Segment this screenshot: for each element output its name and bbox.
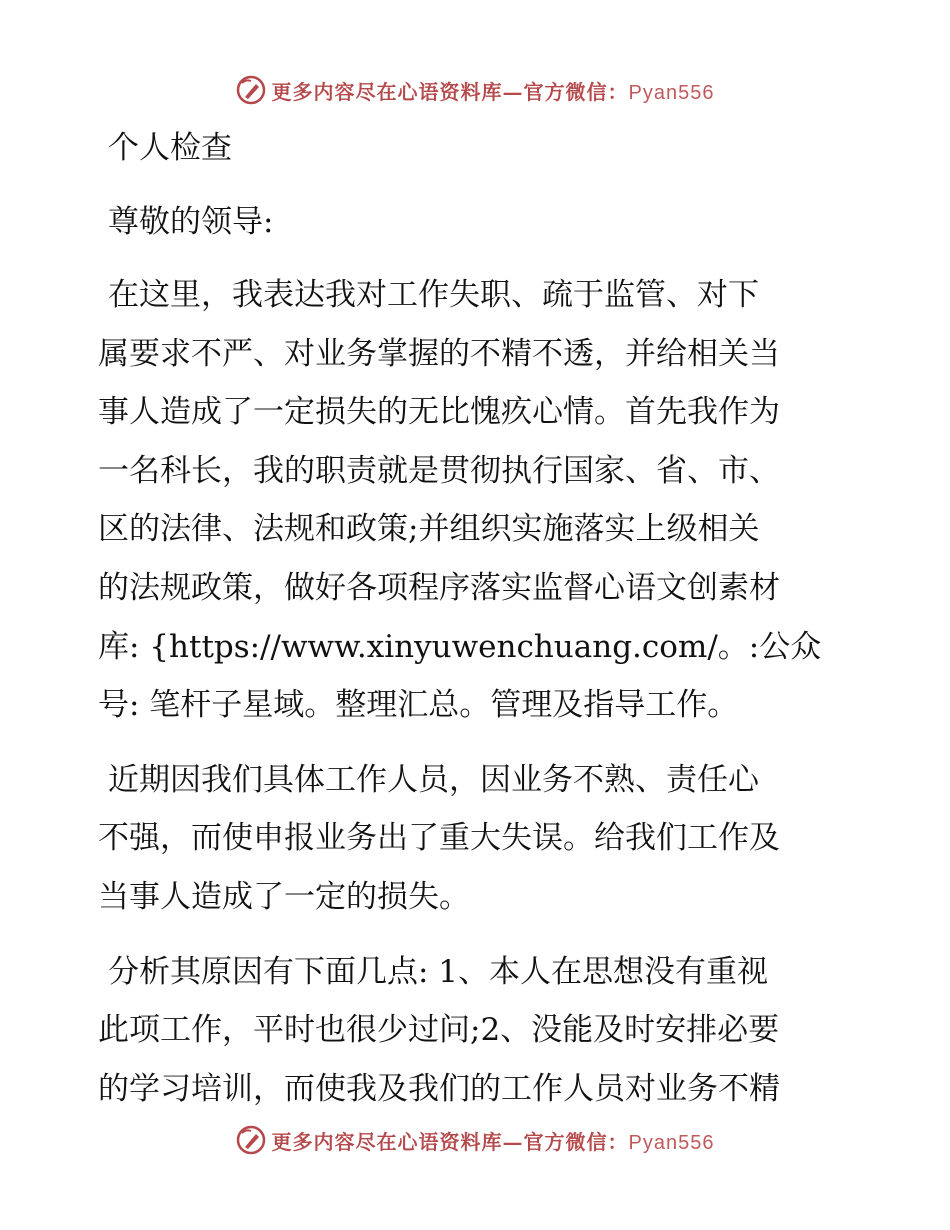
paragraph-line: 事人造成了一定损失的无比愧疚心情。首先我作为: [98, 394, 780, 431]
paragraph-line: 一名科长，我的职责就是贯彻执行国家、省、市、: [98, 452, 780, 489]
watermark-banner-bottom: [0, 1120, 950, 1160]
paragraph-line: 此项工作，平时也很少过问;2、没能及时安排必要: [98, 1012, 780, 1049]
paragraph-line: 库: {https://www.xinyuwenchuang.com/。:公众: [98, 628, 822, 665]
watermark-banner-top: [0, 70, 950, 110]
watermark-wechat-bottom: Pyan556: [628, 1131, 715, 1154]
paragraph-line: 在这里，我表达我对工作失职、疏于监管、对下: [108, 277, 759, 313]
document-body: [98, 118, 853, 1134]
paragraph-line: 近期因我们具体工作人员，因业务不熟、责任心: [108, 761, 759, 798]
watermark-text-bottom: 更多内容尽在心语资料库—官方微信：Pyan556: [271, 1129, 715, 1154]
document-title: 个人检查: [108, 130, 232, 166]
paragraph-line: 号: 笔杆子星域。整理汇总。管理及指导工作。: [98, 687, 739, 724]
paragraph-1: [98, 266, 853, 735]
pen-logo-icon: [236, 75, 266, 105]
paragraph-line: 的法规政策，做好各项程序落实监督心语文创素材: [98, 569, 780, 606]
paragraph-line: 不强，而使申报业务出了重大失误。给我们工作及: [98, 820, 780, 857]
paragraph-line: 分析其原因有下面几点: 1、本人在思想没有重视: [108, 953, 769, 990]
paragraph-line: 当事人造成了一定的损失。: [98, 878, 470, 915]
paragraph-2: [98, 751, 853, 927]
pen-logo-icon: [236, 1125, 266, 1155]
paragraph-line: 的学习培训，而使我及我们的工作人员对业务不精: [98, 1070, 780, 1107]
salutation: 尊敬的领导:: [108, 204, 274, 240]
watermark-wechat-top: Pyan556: [628, 81, 715, 104]
paragraph-3: [98, 943, 853, 1119]
paragraph-line: 区的法律、法规和政策;并组织实施落实上级相关: [98, 511, 760, 548]
paragraph-line: 属要求不严、对业务掌握的不精不透，并给相关当: [98, 335, 780, 372]
watermark-text-top: 更多内容尽在心语资料库—官方微信：Pyan556: [271, 79, 715, 104]
